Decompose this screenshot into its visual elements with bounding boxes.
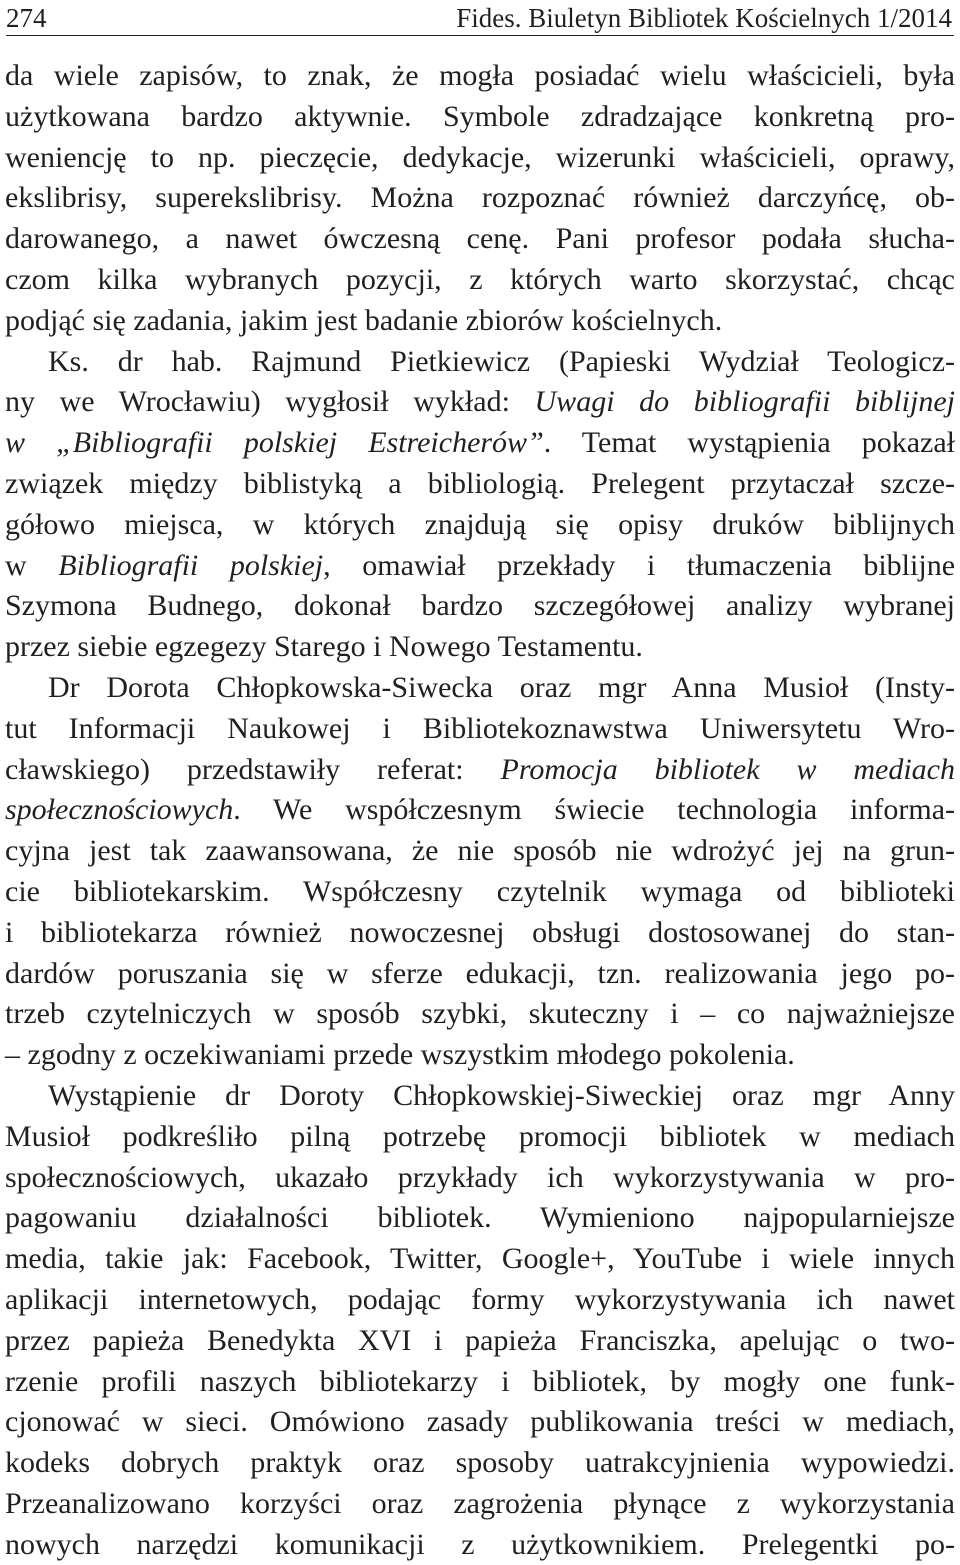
text-line: ekslibrisy, superekslibrisy. Można rozpoznać również darczyńcę, ob-: [5, 181, 955, 215]
text-line: Szymona Budnego, dokonał bardzo szczegółowej analizy wybranej: [5, 589, 955, 623]
text-line: da wiele zapisów, to znak, że mogła posiadać wielu właścicieli, była: [5, 59, 955, 92]
italic-title: Uwagi do bibliografii biblijnej: [534, 385, 956, 419]
italic-title: społecznościowych: [5, 793, 234, 827]
text-line: czom kilka wybranych pozycji, z których warto skorzystać, chcąc: [5, 262, 955, 296]
italic-title: Promocja bibliotek w mediach: [500, 752, 955, 786]
text-line: – zgodny z oczekiwaniami przede wszystkim młodego pokolenia.: [5, 1038, 795, 1072]
text-line: społecznościowych. We współczesnym świecie technologia informa-: [5, 793, 955, 827]
text-line: przez papieża Benedykta XVI i papieża Franciszka, apelując o two-: [5, 1323, 955, 1357]
text-line: społecznościowych, ukazało przykłady ich wykorzystywania w pro-: [5, 1160, 955, 1194]
text-line: użytkowana bardzo aktywnie. Symbole zdradzające konkretną pro-: [5, 99, 955, 133]
text-line: pagowaniu działalności bibliotek. Wymieniono najpopularniejsze: [5, 1201, 955, 1235]
paragraph-start-line: Dr Dorota Chłopkowska-Siwecka oraz mgr Anna Musioł (Insty-: [48, 670, 955, 704]
paragraph-start-line: Ks. dr hab. Rajmund Pietkiewicz (Papieski Wydział Teologicz-: [48, 344, 955, 378]
page-header: [6, 2, 954, 36]
text-line: Musioł podkreśliło pilną potrzebę promocji bibliotek w mediach: [5, 1119, 955, 1153]
text-line: rzenie profili naszych bibliotekarzy i bibliotek, by mogły one funk-: [5, 1364, 955, 1398]
text-line: dardów poruszania się w sferze edukacji, tzn. realizowania jego po-: [5, 956, 955, 990]
page-number: 274: [6, 3, 47, 33]
text-line: Przeanalizowano korzyści oraz zagrożenia płynące z wykorzystania: [5, 1486, 955, 1520]
text-line: cjonować w sieci. Omówiono zasady publikowania treści w mediach,: [5, 1405, 955, 1439]
text-line: gółowo miejsca, w których znajdują się opisy druków biblijnych: [5, 507, 955, 541]
text-line: kodeks dobrych praktyk oraz sposoby uatrakcyjnienia wypowiedzi.: [5, 1446, 955, 1480]
text-line: trzeb czytelniczych w sposób szybki, skuteczny i – co najważniejsze: [5, 997, 955, 1031]
text-line: aplikacji internetowych, podając formy wykorzystywania ich nawet: [5, 1282, 955, 1316]
italic-title: Bibliografii polskiej: [58, 548, 324, 582]
text-line: cławskiego) przedstawiły referat: Promocja bibliotek w mediach: [5, 752, 955, 786]
text-line: ny we Wrocławiu) wygłosił wykład: Uwagi do bibliografii biblijnej: [5, 385, 956, 419]
text-line: cie bibliotekarskim. Współczesny czytelnik wymaga od biblioteki: [5, 874, 955, 908]
text-line: przez siebie egzegezy Starego i Nowego Testamentu.: [5, 630, 643, 664]
text-line: darowanego, a nawet ówczesną cenę. Pani profesor podała słucha-: [5, 222, 955, 256]
text-line: tut Informacji Naukowej i Bibliotekoznawstwa Uniwersytetu Wro-: [5, 711, 955, 745]
text-line: cyjna jest tak zaawansowana, że nie sposób nie wdrożyć jej na grun-: [5, 834, 955, 868]
text-line: związek między biblistyką a bibliologią. Prelegent przytaczał szcze-: [5, 466, 955, 500]
running-head: Fides. Biuletyn Bibliotek Kościelnych 1/2014: [456, 3, 952, 33]
text-line: w Bibliografii polskiej, omawiał przekłady i tłumaczenia biblijne: [5, 548, 956, 582]
italic-title: w „Bibliografii polskiej Estreicherów”: [5, 426, 544, 460]
text-line: media, takie jak: Facebook, Twitter, Google+, YouTube i wiele innych: [5, 1242, 955, 1276]
text-line: nowych narzędzi komunikacji z użytkownikiem. Prelegentki po-: [5, 1527, 955, 1561]
text-line: podjąć się zadania, jakim jest badanie zbiorów kościelnych.: [5, 303, 723, 337]
body-text: [5, 56, 955, 1565]
text-line: w „Bibliografii polskiej Estreicherów”. Temat wystąpienia pokazał: [5, 426, 955, 460]
text-line: weniencję to np. pieczęcie, dedykacje, wizerunki właścicieli, oprawy,: [5, 140, 955, 174]
paragraph-start-line: Wystąpienie dr Doroty Chłopkowskiej-Siweckiej oraz mgr Anny: [48, 1078, 955, 1112]
text-line: i bibliotekarza również nowoczesnej obsługi dostosowanej do stan-: [5, 915, 955, 949]
